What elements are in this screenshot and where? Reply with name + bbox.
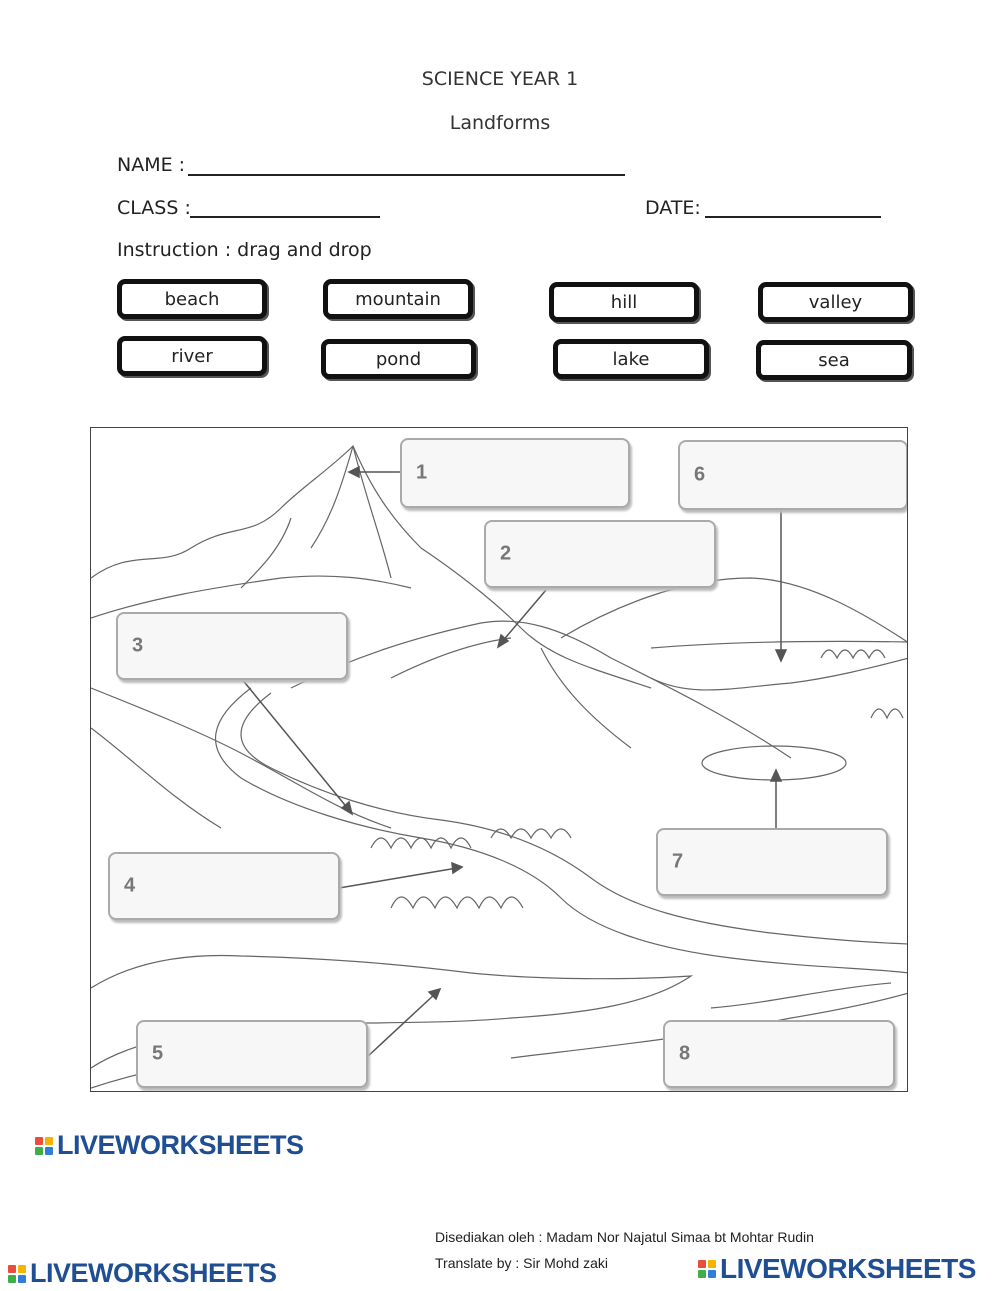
answer-number: 5: [152, 1042, 164, 1065]
logo-text: LIVEWORKSHEETS: [57, 1130, 304, 1160]
date-line: [705, 216, 881, 218]
word-chip-pond[interactable]: pond: [321, 339, 476, 379]
answer-number: 6: [694, 463, 706, 486]
word-chip-mountain[interactable]: mountain: [323, 279, 473, 319]
liveworksheets-mark-icon: [698, 1260, 716, 1278]
liveworksheets-logo-left: [8, 1258, 277, 1289]
landscape-illustration: [90, 427, 908, 1092]
liveworksheets-mark-icon: [8, 1265, 26, 1283]
prepared-by-credit: Disediakan oleh : Madam Nor Najatul Simaa bt Mohtar Rudin: [435, 1229, 814, 1245]
worksheet-subject: SCIENCE YEAR 1: [421, 68, 579, 90]
name-line: [188, 174, 625, 176]
answer-box-6[interactable]: [678, 440, 908, 510]
answer-number: 8: [679, 1042, 691, 1065]
instruction-text: Instruction : drag and drop: [117, 239, 372, 261]
date-label: DATE:: [645, 197, 701, 219]
answer-number: 4: [124, 874, 136, 897]
word-chip-hill[interactable]: hill: [549, 282, 699, 322]
answer-box-4[interactable]: [108, 852, 340, 920]
liveworksheets-mark-icon: [35, 1137, 53, 1155]
answer-number: 7: [672, 850, 684, 873]
answer-box-5[interactable]: [136, 1020, 368, 1088]
word-chip-sea[interactable]: sea: [756, 340, 912, 380]
answer-box-3[interactable]: [116, 612, 348, 680]
class-line: [190, 216, 380, 218]
answer-number: 3: [132, 634, 144, 657]
word-chip-beach[interactable]: beach: [117, 279, 267, 319]
logo-text: LIVEWORKSHEETS: [30, 1258, 277, 1288]
answer-number: 2: [500, 542, 512, 565]
translated-by-credit: Translate by : Sir Mohd zaki: [435, 1255, 608, 1271]
answer-number: 1: [416, 461, 428, 484]
word-chip-lake[interactable]: lake: [553, 339, 709, 379]
worksheet-topic: Landforms: [449, 112, 551, 134]
liveworksheets-logo-right: [698, 1253, 976, 1285]
word-chip-valley[interactable]: valley: [758, 282, 913, 322]
class-label: CLASS :: [117, 197, 191, 219]
answer-box-8[interactable]: [663, 1020, 895, 1088]
liveworksheets-logo-main: [35, 1130, 304, 1161]
answer-box-2[interactable]: [484, 520, 716, 588]
name-label: NAME :: [117, 154, 186, 176]
logo-text: LIVEWORKSHEETS: [720, 1253, 976, 1284]
answer-box-1[interactable]: [400, 438, 630, 508]
answer-box-7[interactable]: [656, 828, 888, 896]
word-chip-river[interactable]: river: [117, 336, 267, 376]
